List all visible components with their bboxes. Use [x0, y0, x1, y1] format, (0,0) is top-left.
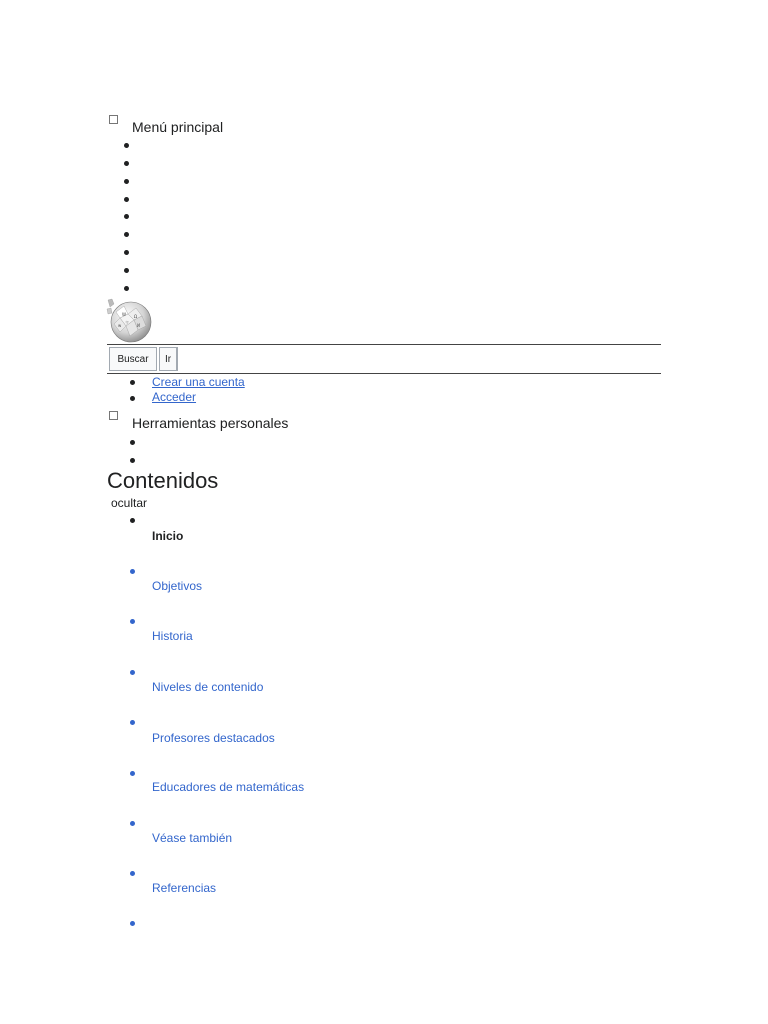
main-menu-bullet	[124, 286, 129, 291]
main-menu-bullet	[124, 268, 129, 273]
toc-bullet	[130, 670, 135, 675]
go-button[interactable]: Ir	[159, 347, 177, 371]
toc-item-profesores[interactable]: Profesores destacados	[152, 731, 275, 745]
main-menu-bullet	[124, 179, 129, 184]
toc-bullet	[130, 569, 135, 574]
toc-toggle[interactable]: ocultar	[111, 496, 148, 510]
main-menu-bullet	[124, 197, 129, 202]
toc-item-educadores[interactable]: Educadores de matemáticas	[152, 780, 305, 794]
create-account-link[interactable]: Crear una cuenta	[152, 375, 245, 389]
svg-text:W: W	[122, 312, 126, 317]
account-bullet	[130, 380, 135, 385]
search-input[interactable]	[177, 347, 661, 371]
svg-text:Ω: Ω	[134, 314, 138, 319]
toc-bullet	[130, 771, 135, 776]
svg-text:И: И	[137, 323, 140, 328]
wikipedia-globe-logo[interactable]	[106, 298, 154, 344]
personal-tools-checkbox[interactable]	[109, 411, 118, 420]
toc-item-vease[interactable]: Véase también	[152, 831, 233, 845]
main-menu-bullet	[124, 214, 129, 219]
toc-item-inicio[interactable]: Inicio	[152, 529, 184, 543]
toc-item-objetivos[interactable]: Objetivos	[152, 579, 203, 593]
main-menu-checkbox[interactable]	[109, 115, 118, 124]
toc-item-niveles[interactable]: Niveles de contenido	[152, 680, 264, 694]
personal-tools-bullet	[130, 440, 135, 445]
svg-text:ウ: ウ	[125, 320, 129, 325]
svg-text:w: w	[118, 323, 122, 328]
main-menu-label[interactable]: Menú principal	[132, 119, 224, 135]
account-bullet	[130, 396, 135, 401]
main-menu-bullet	[124, 143, 129, 148]
toc-item-historia[interactable]: Historia	[152, 629, 193, 643]
toc-bullet	[130, 871, 135, 876]
main-menu-bullet	[124, 161, 129, 166]
main-menu-bullet	[124, 232, 129, 237]
toc-item-referencias[interactable]: Referencias	[152, 881, 217, 895]
toc-bullet	[130, 821, 135, 826]
personal-tools-label[interactable]: Herramientas personales	[132, 415, 289, 431]
main-menu-bullet	[124, 250, 129, 255]
toc-title: Contenidos	[107, 468, 219, 493]
login-link[interactable]: Acceder	[152, 390, 197, 404]
toc-bullet	[130, 921, 135, 926]
personal-tools-bullet	[130, 458, 135, 463]
search-bar	[107, 344, 661, 374]
search-button[interactable]: Buscar	[109, 347, 157, 371]
toc-bullet	[130, 619, 135, 624]
toc-bullet	[130, 720, 135, 725]
toc-bullet	[130, 518, 135, 523]
